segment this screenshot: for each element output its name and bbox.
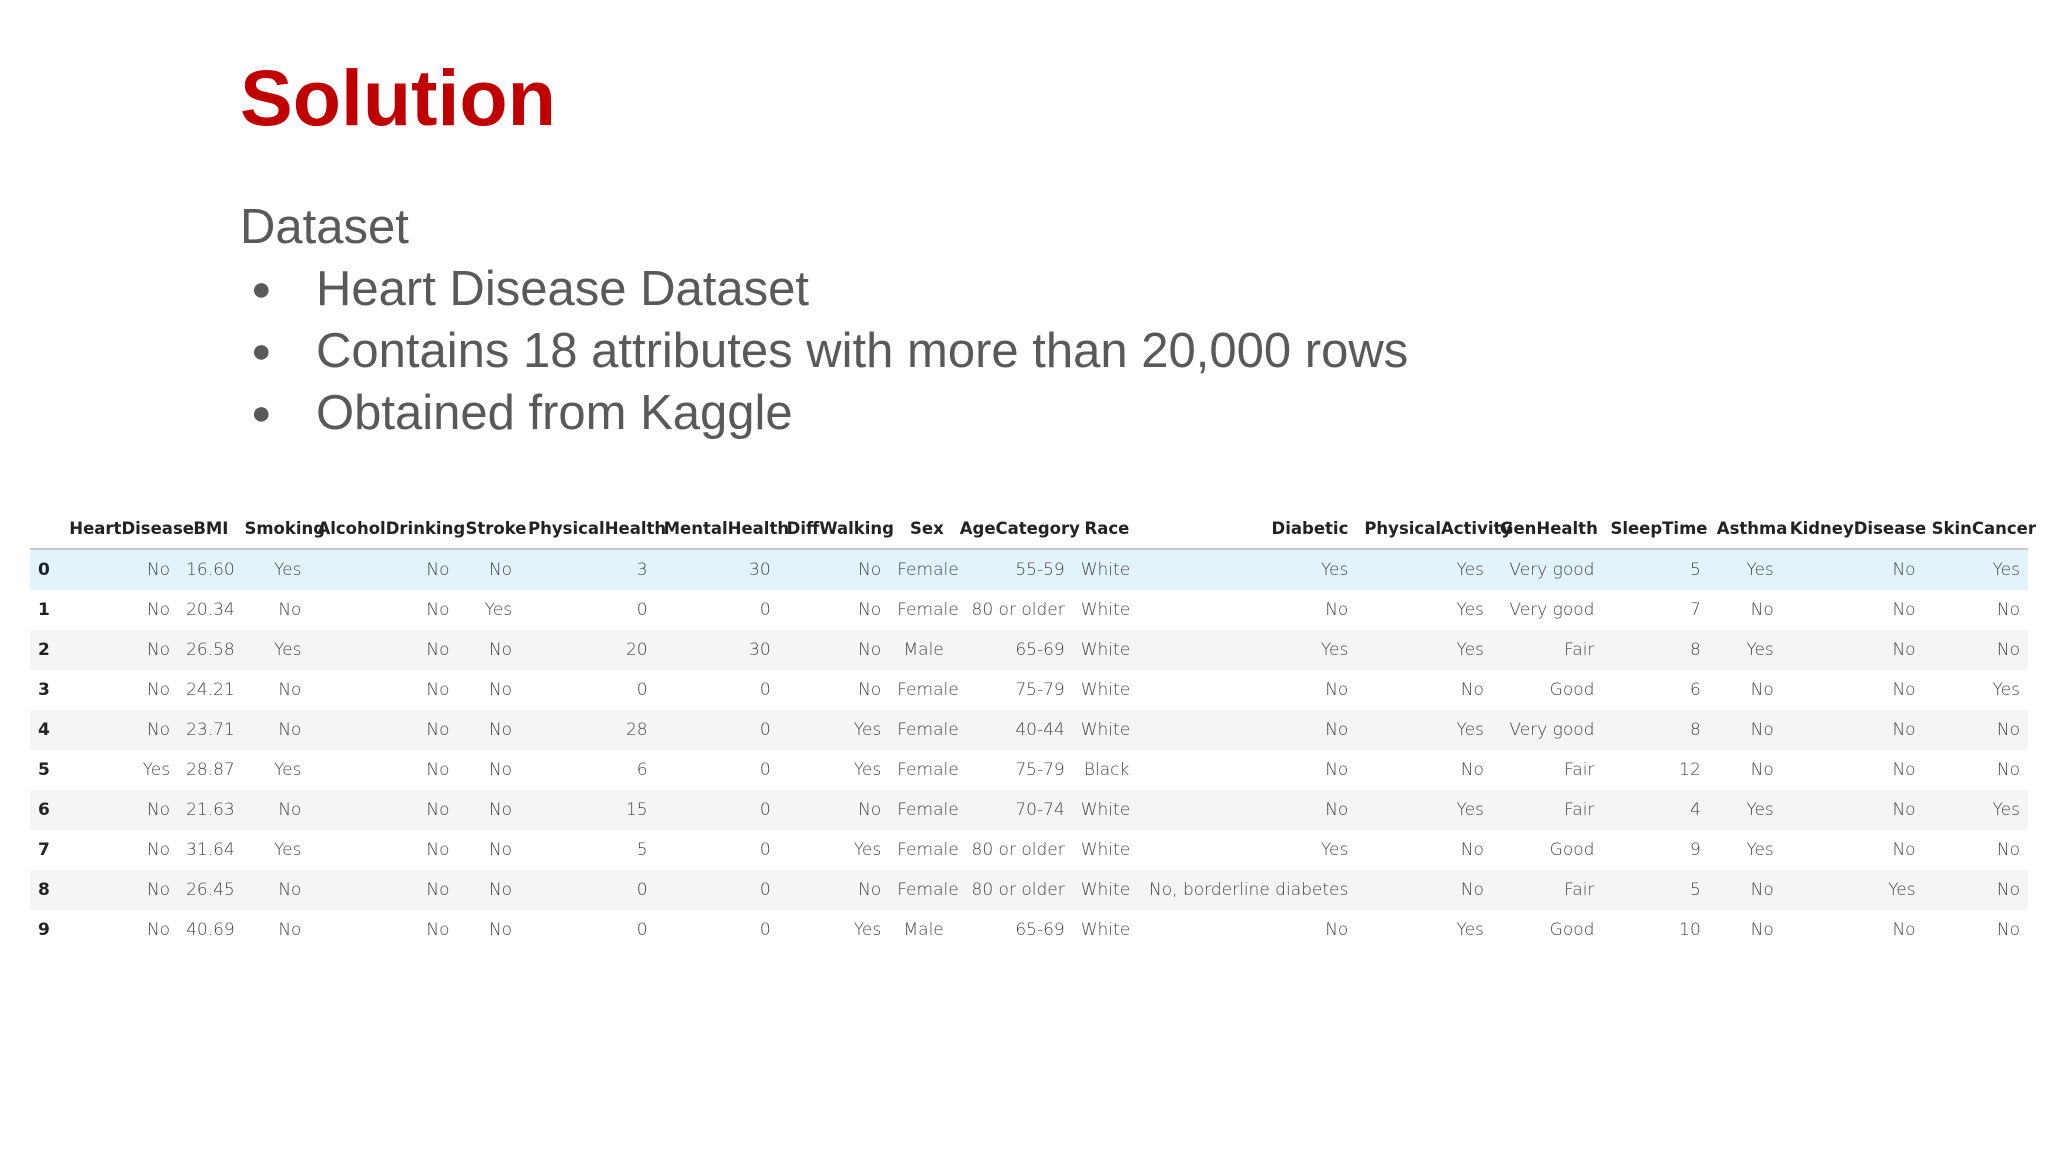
column-header: BMI xyxy=(178,508,236,549)
table-cell: Very good xyxy=(1509,600,1595,620)
table-cell: White xyxy=(1080,560,1131,580)
table-cell: Yes xyxy=(1456,800,1484,820)
table-cell: 7 xyxy=(1689,600,1701,620)
table-cell: Yes xyxy=(1746,840,1774,860)
table-row xyxy=(30,790,2028,830)
table-cell: No xyxy=(146,720,171,740)
table-cell: No xyxy=(1996,840,2020,860)
table-cell: 40-44 xyxy=(1015,720,1065,740)
column-header: AgeCategory xyxy=(952,508,1073,549)
slide-title: Solution xyxy=(240,53,556,142)
table-cell: No xyxy=(146,800,171,820)
table-cell: No xyxy=(278,880,302,900)
table-cell: No xyxy=(488,760,513,780)
table-cell: Yes xyxy=(1746,560,1774,580)
table-cell: Yes xyxy=(273,560,302,580)
table-cell: No xyxy=(858,560,882,580)
table-cell: No xyxy=(426,640,450,660)
table-cell: 65-69 xyxy=(1015,640,1065,660)
table-cell: 8 xyxy=(1689,640,1701,660)
table-cell: No xyxy=(1892,920,1916,940)
table-cell: Yes xyxy=(1992,560,2020,580)
table-cell: No xyxy=(1460,840,1484,860)
table-cell: No xyxy=(1750,760,1774,780)
table-cell: No xyxy=(1325,680,1349,700)
table-cell: Yes xyxy=(853,840,882,860)
dataset-table xyxy=(30,508,2036,950)
row-index: 0 xyxy=(38,560,50,580)
table-cell: No xyxy=(426,880,450,900)
column-header xyxy=(30,508,61,549)
table-cell: 0 xyxy=(759,680,771,700)
table-cell: Good xyxy=(1549,680,1595,700)
table-cell: 0 xyxy=(759,720,771,740)
row-index: 4 xyxy=(38,720,50,740)
row-index: 7 xyxy=(38,840,50,860)
table-cell: 0 xyxy=(759,880,771,900)
table-cell: 80 or older xyxy=(971,840,1065,860)
table-cell: 20.34 xyxy=(186,600,235,620)
table-cell: Yes xyxy=(1746,640,1774,660)
table-cell: No xyxy=(488,800,513,820)
table-cell: Good xyxy=(1549,920,1595,940)
table-cell: Female xyxy=(897,600,959,620)
column-header: Sex xyxy=(889,508,952,549)
table-cell: White xyxy=(1080,640,1131,660)
table-cell: 6 xyxy=(1689,680,1701,700)
table-cell: Very good xyxy=(1509,560,1595,580)
table-cell: 0 xyxy=(636,600,648,620)
table-cell: 0 xyxy=(636,880,648,900)
table-cell: No xyxy=(1996,600,2020,620)
table-cell: 0 xyxy=(759,600,771,620)
table-cell: No xyxy=(1460,680,1484,700)
table-cell: 28 xyxy=(625,720,648,740)
table-cell: 30 xyxy=(749,640,771,660)
table-cell: No xyxy=(426,560,450,580)
table-cell: White xyxy=(1080,840,1131,860)
table-cell: 4 xyxy=(1689,800,1701,820)
table-cell: No xyxy=(1750,680,1774,700)
table-cell: Yes xyxy=(1320,560,1349,580)
column-header: SkinCancer xyxy=(1924,508,2028,549)
table-cell: No xyxy=(1750,600,1774,620)
table-cell: Fair xyxy=(1564,640,1595,660)
table-cell: Yes xyxy=(484,600,513,620)
table-cell: 10 xyxy=(1679,920,1701,940)
table-cell: 75-79 xyxy=(1015,760,1065,780)
table-cell: Female xyxy=(897,800,959,820)
table-cell: No xyxy=(426,600,450,620)
table-cell: 80 or older xyxy=(971,880,1065,900)
table-cell: No xyxy=(858,680,882,700)
table-cell: No xyxy=(426,840,450,860)
table-cell: 21.63 xyxy=(186,800,235,820)
table-cell: No xyxy=(1325,920,1349,940)
table-cell: 5 xyxy=(1689,560,1701,580)
table-cell: Yes xyxy=(142,760,171,780)
table-cell: No xyxy=(146,600,171,620)
row-index: 9 xyxy=(38,920,50,940)
table-cell: No xyxy=(858,880,882,900)
table-cell: 31.64 xyxy=(186,840,235,860)
table-cell: No xyxy=(426,720,450,740)
table-cell: Yes xyxy=(853,760,882,780)
table-cell: No xyxy=(1892,800,1916,820)
table-cell: No xyxy=(146,640,171,660)
row-index: 5 xyxy=(38,760,50,780)
column-header: Asthma xyxy=(1709,508,1782,549)
table-cell: Black xyxy=(1083,760,1130,780)
table-cell: White xyxy=(1080,680,1131,700)
table-cell: 3 xyxy=(636,560,648,580)
column-header: GenHealth xyxy=(1492,508,1603,549)
bullet-list xyxy=(240,258,1408,444)
table-cell: White xyxy=(1080,600,1131,620)
row-index: 3 xyxy=(38,680,50,700)
table-cell: 0 xyxy=(636,680,648,700)
column-header: Smoking xyxy=(236,508,309,549)
table-cell: 26.58 xyxy=(186,640,235,660)
table-cell: Female xyxy=(897,840,959,860)
table-cell: No xyxy=(488,840,513,860)
table-cell: No xyxy=(1892,760,1916,780)
table-cell: Yes xyxy=(1888,880,1916,900)
table-cell: No xyxy=(488,640,513,660)
column-header: HeartDisease xyxy=(61,508,178,549)
table-cell: No xyxy=(488,680,513,700)
column-header: Race xyxy=(1073,508,1138,549)
slide-body xyxy=(240,196,1408,444)
table-cell: Yes xyxy=(273,760,302,780)
table-cell: No xyxy=(1325,600,1349,620)
table-cell: Female xyxy=(897,880,959,900)
table-cell: No xyxy=(146,880,171,900)
table-cell: 0 xyxy=(759,800,771,820)
table-cell: No xyxy=(1325,720,1349,740)
column-header: AlcoholDrinking xyxy=(309,508,457,549)
table-cell: Yes xyxy=(273,840,302,860)
table-cell: No xyxy=(1892,720,1916,740)
table-cell: No xyxy=(1892,560,1916,580)
table-cell: White xyxy=(1080,800,1131,820)
table-cell: No xyxy=(1892,680,1916,700)
table-cell: 20 xyxy=(625,640,648,660)
subhead: Dataset xyxy=(240,200,409,254)
table-cell: Yes xyxy=(1456,920,1484,940)
column-header: Diabetic xyxy=(1137,508,1356,549)
table-cell: Fair xyxy=(1564,880,1595,900)
row-index: 1 xyxy=(38,600,50,620)
table-cell: No xyxy=(1996,640,2020,660)
table-cell: Yes xyxy=(1320,840,1349,860)
table-cell: Yes xyxy=(1992,800,2020,820)
table-cell: 40.69 xyxy=(186,920,235,940)
table-cell: 0 xyxy=(759,760,771,780)
table-cell: No xyxy=(278,680,302,700)
table-cell: No xyxy=(426,760,450,780)
column-header: DiffWalking xyxy=(779,508,890,549)
table-cell: Female xyxy=(897,760,959,780)
table-cell: No xyxy=(426,680,450,700)
table-cell: No xyxy=(1996,920,2020,940)
table-cell: No xyxy=(1996,720,2020,740)
table-cell: No xyxy=(278,720,302,740)
table-cell: Yes xyxy=(1456,560,1484,580)
table-cell: Yes xyxy=(1746,800,1774,820)
table-cell: No, borderline diabetes xyxy=(1149,880,1349,900)
table-cell: No xyxy=(1460,880,1484,900)
table-cell: Yes xyxy=(1456,720,1484,740)
table-row xyxy=(30,670,2028,710)
table-cell: 5 xyxy=(636,840,648,860)
bullet-item: ● Contains 18 attributes with more than 20,000 rows xyxy=(240,320,1408,382)
table-cell: Fair xyxy=(1564,800,1595,820)
table-cell: No xyxy=(858,600,882,620)
bullet-item: ● Heart Disease Dataset xyxy=(240,258,1408,320)
column-header: SleepTime xyxy=(1602,508,1708,549)
table-cell: 8 xyxy=(1689,720,1701,740)
table-cell: 0 xyxy=(759,840,771,860)
table-row xyxy=(30,590,2028,630)
table-cell: No xyxy=(278,600,302,620)
row-index: 6 xyxy=(38,800,50,820)
table-cell: 28.87 xyxy=(186,760,235,780)
table-cell: No xyxy=(426,920,450,940)
table-cell: White xyxy=(1080,720,1131,740)
table-cell: No xyxy=(1750,720,1774,740)
table-cell: 70-74 xyxy=(1015,800,1065,820)
table-cell: Yes xyxy=(1992,680,2020,700)
table-cell: No xyxy=(488,720,513,740)
table-cell: No xyxy=(146,840,171,860)
table-cell: Yes xyxy=(273,640,302,660)
table-cell: No xyxy=(146,920,171,940)
table-cell: Female xyxy=(897,560,959,580)
dataset-table-image xyxy=(30,508,2036,950)
table-cell: No xyxy=(1996,880,2020,900)
table-row xyxy=(30,910,2028,950)
table-row xyxy=(30,710,2028,750)
table-cell: 65-69 xyxy=(1015,920,1065,940)
table-cell: 0 xyxy=(759,920,771,940)
table-cell: Very good xyxy=(1509,720,1595,740)
table-cell: Female xyxy=(897,720,959,740)
table-cell: No xyxy=(488,920,513,940)
table-cell: No xyxy=(488,560,513,580)
table-cell: No xyxy=(488,880,513,900)
table-cell: Yes xyxy=(1456,600,1484,620)
table-cell: Yes xyxy=(1320,640,1349,660)
table-cell: Male xyxy=(903,920,944,940)
column-header: PhysicalHealth xyxy=(520,508,656,549)
table-cell: No xyxy=(278,920,302,940)
table-cell: No xyxy=(858,800,882,820)
table-cell: White xyxy=(1080,880,1131,900)
column-header: Stroke xyxy=(458,508,521,549)
table-cell: No xyxy=(1996,760,2020,780)
table-cell: No xyxy=(1750,920,1774,940)
table-cell: Male xyxy=(903,640,944,660)
row-index: 2 xyxy=(38,640,50,660)
table-cell: 23.71 xyxy=(186,720,235,740)
table-cell: No xyxy=(1325,760,1349,780)
table-cell: No xyxy=(146,680,171,700)
table-cell: Yes xyxy=(853,720,882,740)
bullet-item: ● Obtained from Kaggle xyxy=(240,382,1408,444)
table-cell: No xyxy=(858,640,882,660)
table-cell: No xyxy=(1892,600,1916,620)
table-cell: 6 xyxy=(636,760,648,780)
table-cell: 9 xyxy=(1689,840,1701,860)
table-row xyxy=(30,830,2028,870)
table-cell: Yes xyxy=(1456,640,1484,660)
table-cell: Good xyxy=(1549,840,1595,860)
table-cell: 26.45 xyxy=(186,880,235,900)
table-cell: 12 xyxy=(1679,760,1701,780)
table-cell: White xyxy=(1080,920,1131,940)
table-cell: 5 xyxy=(1689,880,1701,900)
table-cell: 16.60 xyxy=(186,560,235,580)
table-row xyxy=(30,870,2028,910)
table-cell: No xyxy=(1460,760,1484,780)
table-cell: Fair xyxy=(1564,760,1595,780)
table-cell: No xyxy=(1892,640,1916,660)
table-cell: 55-59 xyxy=(1015,560,1065,580)
table-cell: No xyxy=(426,800,450,820)
column-header: MentalHealth xyxy=(656,508,779,549)
table-header-row xyxy=(30,508,2028,549)
table-cell: No xyxy=(146,560,171,580)
table-cell: No xyxy=(278,800,302,820)
table-cell: No xyxy=(1750,880,1774,900)
row-index: 8 xyxy=(38,880,50,900)
table-cell: No xyxy=(1325,800,1349,820)
table-cell: 0 xyxy=(636,920,648,940)
table-cell: No xyxy=(1892,840,1916,860)
table-cell: 24.21 xyxy=(186,680,235,700)
table-cell: 75-79 xyxy=(1015,680,1065,700)
column-header: KidneyDisease xyxy=(1782,508,1924,549)
column-header: PhysicalActivity xyxy=(1356,508,1492,549)
table-cell: 15 xyxy=(625,800,648,820)
table-row xyxy=(30,630,2028,670)
table-cell: Yes xyxy=(853,920,882,940)
table-row xyxy=(30,549,2028,590)
table-cell: 80 or older xyxy=(971,600,1065,620)
table-cell: 30 xyxy=(749,560,771,580)
table-row xyxy=(30,750,2028,790)
table-cell: Female xyxy=(897,680,959,700)
